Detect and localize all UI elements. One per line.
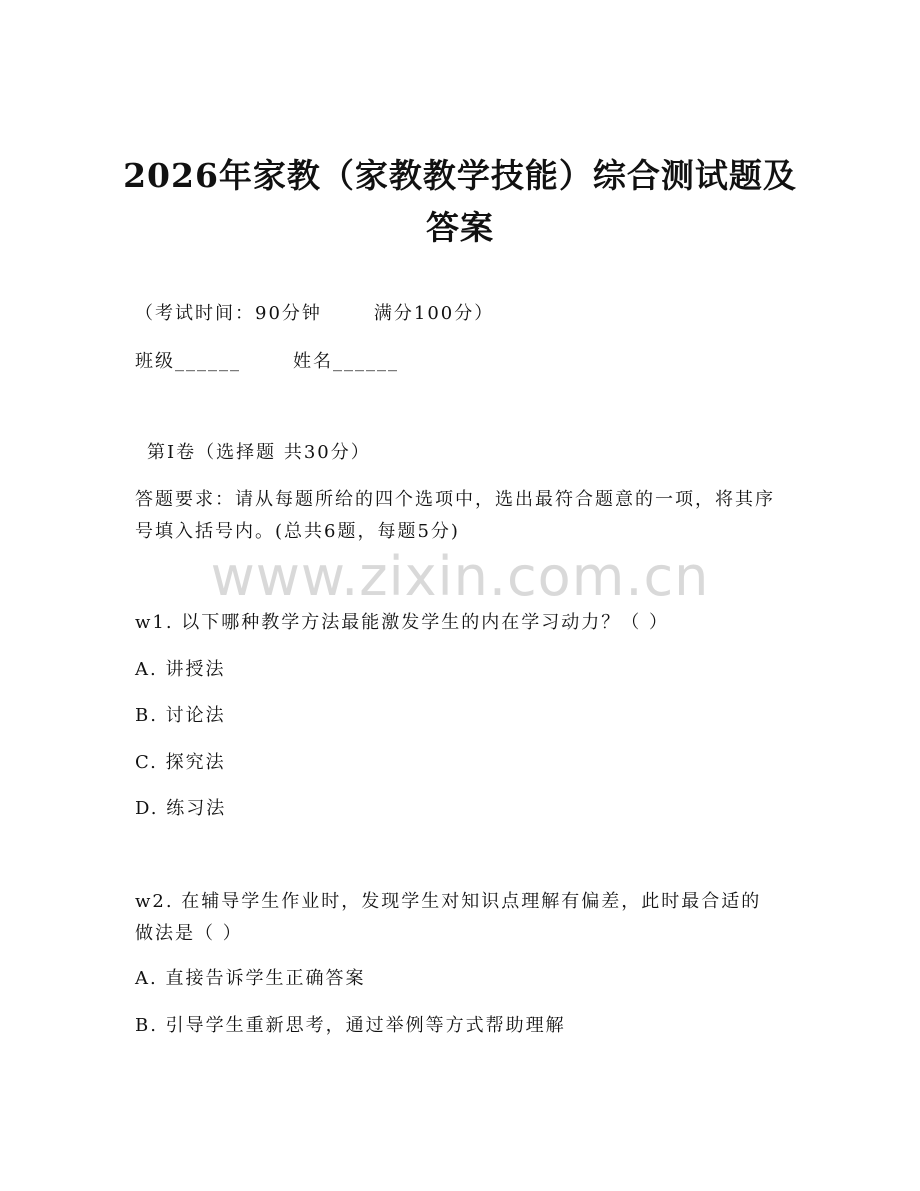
section-instructions: 答题要求：请从每题所给的四个选项中，选出最符合题意的一项，将其序号填入括号内。(总共6题，每题5分) bbox=[135, 489, 775, 542]
option-b: B. 讨论法 bbox=[135, 705, 226, 726]
option-d: D. 练习法 bbox=[135, 798, 227, 819]
watermark: www.zixin.com.cn bbox=[210, 545, 710, 608]
question-stem: w1. 以下哪种教学方法最能激发学生的内在学习动力？（ ） bbox=[135, 612, 670, 633]
exam-time: （考试时间：90分钟 bbox=[135, 303, 322, 324]
student-fields bbox=[135, 348, 399, 376]
class-field-label: 班级______ bbox=[135, 351, 241, 372]
option-b: B. 引导学生重新思考，通过举例等方式帮助理解 bbox=[135, 1015, 566, 1036]
option-a: A. 直接告诉学生正确答案 bbox=[135, 968, 366, 989]
option-c: C. 探究法 bbox=[135, 752, 226, 773]
exam-info bbox=[135, 300, 494, 328]
name-field-label: 姓名______ bbox=[293, 351, 399, 372]
question-stem: w2. 在辅导学生作业时，发现学生对知识点理解有偏差，此时最合适的做法是（ ） bbox=[135, 891, 762, 944]
document-title: 2026年家教（家教教学技能）综合测试题及答案 bbox=[123, 156, 797, 247]
option-a: A. 讲授法 bbox=[135, 659, 226, 680]
section-heading: 第Ⅰ卷（选择题 共30分） bbox=[147, 442, 371, 463]
exam-full-score: 满分100分） bbox=[373, 303, 495, 324]
